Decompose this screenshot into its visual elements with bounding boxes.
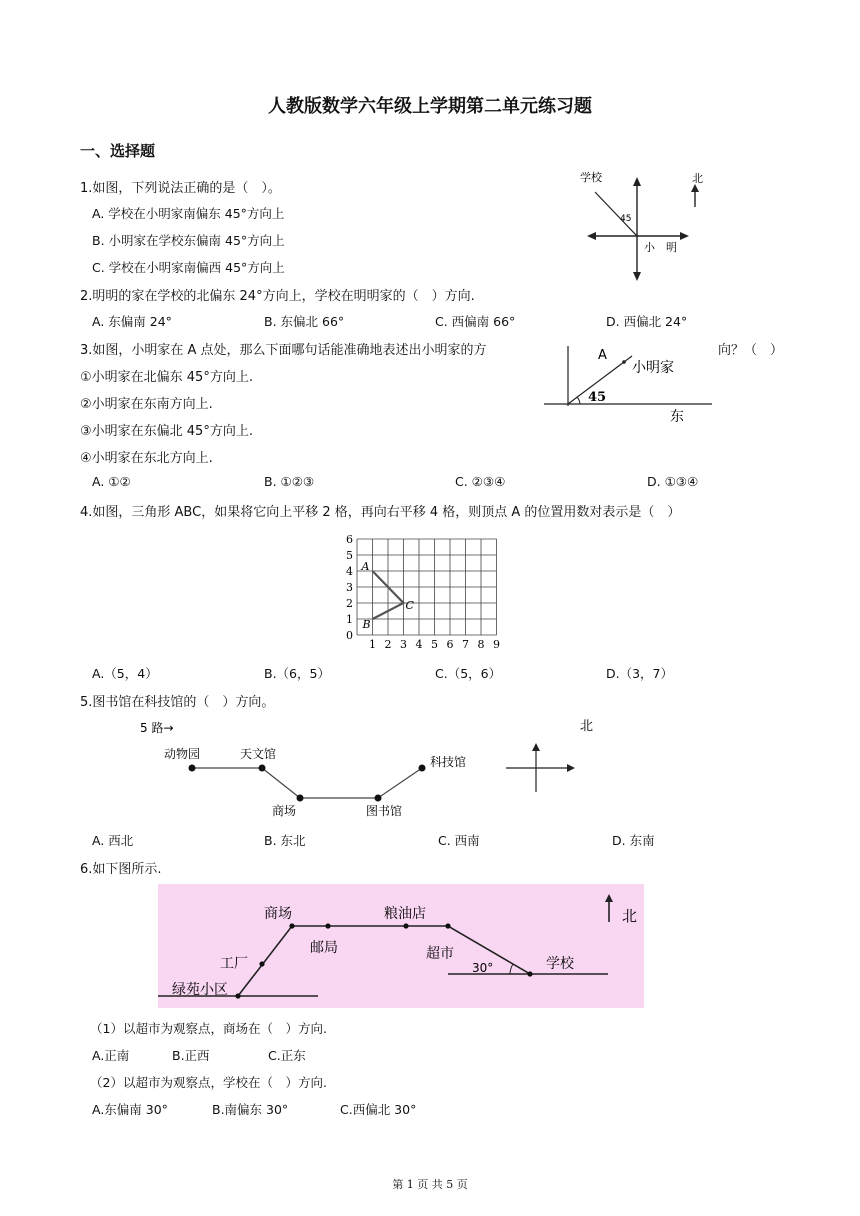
q5-compass-east-arrow-icon (567, 764, 575, 772)
q4-y-tick-label: 6 (346, 533, 353, 546)
q4-x-tick-label: 6 (446, 638, 454, 651)
q3-option-d: D. ①③④ (647, 474, 699, 489)
page-title: 人教版数学六年级上学期第二单元练习题 (268, 96, 592, 117)
q4-x-tick-label: 3 (400, 638, 407, 651)
q6-sub1-option-c: C.正东 (268, 1048, 306, 1063)
q4-option-b: B.（6，5） (264, 666, 330, 681)
q1-left-arrow-icon (587, 232, 596, 240)
q3-statement-2: ②小明家在东南方向上. (80, 397, 213, 412)
q6-sub2-option-b: B.南偏东 30° (212, 1102, 289, 1117)
q6-north-arrow-icon (605, 894, 613, 902)
q3-option-a: A. ①② (92, 474, 131, 489)
q2-stem: 2.明明的家在学校的北偏东 24°方向上，学校在明明家的（ ）方向. (80, 289, 475, 304)
q5-option-c: C. 西南 (438, 833, 480, 848)
q3-label-a: A (598, 348, 607, 363)
q4-x-tick-label: 5 (431, 638, 438, 651)
q6-school-label: 学校 (546, 956, 574, 972)
q5-library-dot (375, 795, 382, 802)
q1-figure (575, 165, 725, 283)
q3-east-label: 东 (670, 409, 684, 425)
q5-north-label: 北 (580, 719, 594, 734)
q5-option-a: A. 西北 (92, 833, 134, 848)
q3-angle-label: 45 (588, 390, 607, 405)
q2-option-b: B. 东偏北 66° (264, 314, 345, 329)
q5-zoo-label: 动物园 (164, 747, 201, 761)
q4-x-tick-label: 4 (415, 638, 423, 651)
q4-y-tick-label: 2 (346, 597, 353, 610)
q5-library-label: 图书馆 (366, 804, 403, 818)
q6-factory-label: 工厂 (220, 956, 248, 972)
q5-mall-dot (297, 795, 304, 802)
q6-figure-background (158, 884, 644, 1008)
q4-vertex-a: A (361, 560, 370, 573)
q6-community-label: 绿苑小区 (172, 982, 228, 998)
q6-figure (158, 884, 644, 1008)
q5-science-label: 科技馆 (430, 755, 467, 769)
q1-stem: 1.如图，下列说法正确的是（ ）。 (80, 181, 281, 196)
q4-x-tick-label: 1 (369, 638, 376, 651)
section-heading: 一、选择题 (80, 142, 156, 160)
page-footer: 第 1 页 共 5 页 (392, 1178, 468, 1191)
q1-option-c: C. 学校在小明家南偏西 45°方向上 (92, 260, 285, 275)
q4-x-tick-label: 2 (384, 638, 392, 651)
q1-angle-label: 45 (620, 214, 632, 224)
q6-north-indicator (600, 890, 650, 930)
q4-y-tick-label: 5 (346, 549, 353, 562)
q6-sub2-stem: （2）以超市为观察点，学校在（ ）方向. (90, 1075, 327, 1090)
q1-north-label: 北 (692, 172, 703, 185)
q1-option-b: B. 小明家在学校东偏南 45°方向上 (92, 233, 285, 248)
q6-post-label: 邮局 (310, 940, 338, 956)
q4-y-tick-label: 1 (346, 613, 353, 626)
q6-factory-dot (259, 961, 264, 966)
q6-sub2-option-a: A.东偏南 30° (92, 1102, 168, 1117)
q6-mall-label: 商场 (264, 906, 292, 922)
q4-y-tick-label: 0 (346, 629, 353, 642)
q5-route-line (192, 768, 422, 798)
q1-xiaoming-label: 小 明 (644, 241, 677, 254)
q4-y-tick-label: 3 (346, 581, 353, 594)
q4-x-tick-label: 7 (462, 638, 469, 651)
q4-vertex-c: C (405, 599, 414, 612)
q4-option-d: D.（3，7） (606, 666, 674, 681)
q3-statement-3: ③小明家在东偏北 45°方向上. (80, 424, 253, 439)
q4-grid-figure (325, 533, 500, 651)
q6-super-label: 超市 (426, 946, 454, 962)
q1-north-arrow-icon (691, 184, 699, 192)
q6-school-dot (527, 971, 532, 976)
q4-stem: 4.如图，三角形 ABC，如果将它向上平移 2 格，再向右平移 4 格，则顶点 A 的位置用数对表示是（ ） (80, 505, 681, 520)
q4-x-tick-label: 8 (477, 638, 485, 651)
q5-observatory-dot (259, 765, 266, 772)
q4-vertex-b: B (362, 618, 371, 631)
q5-option-b: B. 东北 (264, 833, 306, 848)
q5-route-label: 5 路→ (140, 721, 174, 735)
q6-post-dot (325, 923, 330, 928)
q3-option-b: B. ①②③ (264, 474, 315, 489)
q3-statement-4: ④小明家在东北方向上. (80, 451, 213, 466)
q3-statement-1: ①小明家在北偏东 45°方向上. (80, 370, 253, 385)
q6-sub1-stem: （1）以超市为观察点，商场在（ ）方向. (90, 1021, 327, 1036)
q1-option-a: A. 学校在小明家南偏东 45°方向上 (92, 206, 285, 221)
q3-option-c: C. ②③④ (455, 474, 506, 489)
q6-super-dot (445, 923, 450, 928)
q4-y-tick-label: 4 (346, 565, 353, 578)
q5-option-d: D. 东南 (612, 833, 655, 848)
q3-angle-arc (577, 397, 580, 404)
q1-up-arrow-icon (633, 177, 641, 186)
q6-mall-dot (289, 923, 294, 928)
q5-stem: 5.图书馆在科技馆的（ ）方向。 (80, 695, 275, 710)
q1-right-arrow-icon (680, 232, 689, 240)
q5-observatory-label: 天文馆 (240, 747, 277, 761)
q6-grain-label: 粮油店 (384, 906, 426, 922)
q5-figure (130, 710, 610, 818)
q3-stem-start: 3.如图，小明家在 A 点处，那么下面哪句话能准确地表述出小明家的方 (80, 343, 487, 358)
q6-angle-label: 30° (472, 961, 494, 975)
q5-compass-north-arrow-icon (532, 743, 540, 751)
q6-sub2-option-c: C.西偏北 30° (340, 1102, 417, 1117)
q2-option-d: D. 西偏北 24° (606, 314, 688, 329)
q2-option-c: C. 西偏南 66° (435, 314, 516, 329)
q3-point-a (622, 360, 626, 364)
q4-option-a: A.（5，4） (92, 666, 158, 681)
q1-school-label: 学校 (580, 171, 602, 184)
q6-community-dot (235, 993, 240, 998)
q2-option-a: A. 东偏南 24° (92, 314, 172, 329)
q5-zoo-dot (189, 765, 196, 772)
q5-science-dot (419, 765, 426, 772)
q6-sub1-option-a: A.正南 (92, 1048, 130, 1063)
q3-stem-end: 向？（ ） (718, 343, 784, 358)
q1-down-arrow-icon (633, 272, 641, 281)
q4-option-c: C.（5，6） (435, 666, 502, 681)
q6-sub1-option-b: B.正西 (172, 1048, 210, 1063)
q4-x-tick-label: 9 (493, 638, 500, 651)
q6-stem: 6.如下图所示. (80, 862, 162, 877)
q6-grain-dot (403, 923, 408, 928)
q3-label-home: 小明家 (632, 360, 674, 376)
q5-mall-label: 商场 (272, 804, 297, 818)
q6-north-label: 北 (622, 907, 638, 925)
q3-figure (540, 342, 718, 428)
